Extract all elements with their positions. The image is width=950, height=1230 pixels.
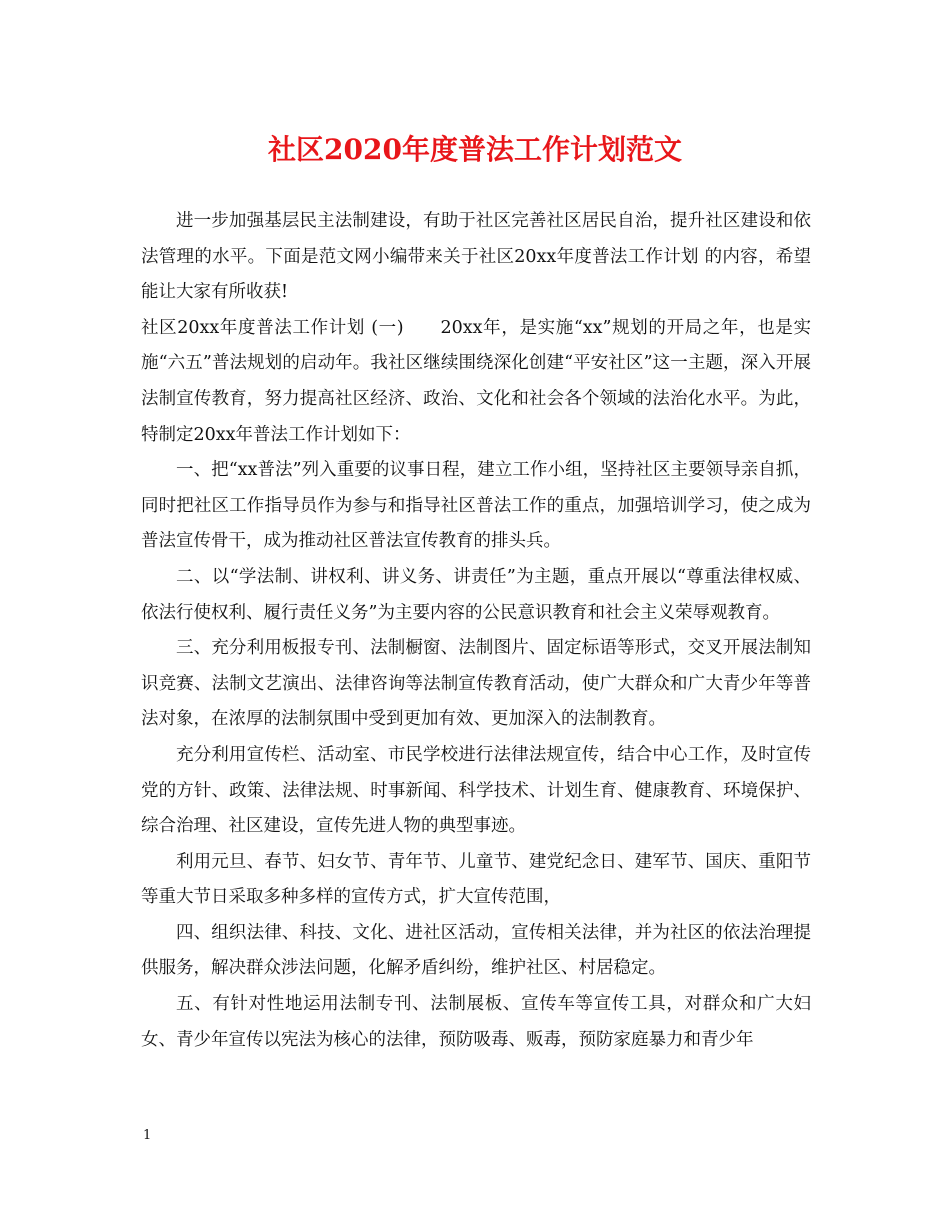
item-two-paragraph: 二、以“学法制、讲权利、讲义务、讲责任”为主题，重点开展以“尊重法律权威、依法行使权利、履行责任义务”为主要内容的公民意识教育和社会主义荣辱观教育。: [141, 566, 811, 623]
document-title: 社区2020年度普法工作计划范文: [268, 133, 682, 166]
document-body: [141, 204, 811, 1058]
item-three-paragraph: 三、充分利用板报专刊、法制橱窗、法制图片、固定标语等形式，交叉开展法制知识竞赛、法制文艺演出、法律咨询等法制宣传教育活动，使广大群众和广大青少年等普法对象，在浓厚的法制氛围中受到更加有效、更加深入的法制教育。: [141, 638, 811, 730]
item-four-paragraph: 四、组织法律、科技、文化、进社区活动，宣传相关法律，并为社区的依法治理提供服务，解决群众涉法问题，化解矛盾纠纷，维护社区、村居稳定。: [141, 922, 811, 979]
item-one-paragraph: 一、把“xx普法”列入重要的议事日程，建立工作小组，坚持社区主要领导亲自抓，同时把社区工作指导员作为参与和指导社区普法工作的重点，加强培训学习，使之成为普法宣传骨干，成为推动社区普法宣传教育的排头兵。: [141, 460, 811, 552]
intro-paragraph: 进一步加强基层民主法制建设，有助于社区完善社区居民自治，提升社区建设和依法管理的水平。下面是范文网小编带来关于社区20xx年度普法工作计划 的内容，希望能让大家有所收获!: [141, 211, 811, 303]
holiday-paragraph: 利用元旦、春节、妇女节、青年节、儿童节、建党纪念日、建军节、国庆、重阳节等重大节日采取多种多样的宣传方式，扩大宣传范围，: [141, 851, 811, 908]
item-five-paragraph: 五、有针对性地运用法制专刊、法制展板、宣传车等宣传工具，对群众和广大妇女、青少年宣传以宪法为核心的法律，预防吸毒、贩毒，预防家庭暴力和青少年: [141, 994, 811, 1050]
page-number: 1: [143, 1128, 152, 1143]
publicity-paragraph: 充分利用宣传栏、活动室、市民学校进行法律法规宣传，结合中心工作，及时宣传党的方针、政策、法律法规、时事新闻、科学技术、计划生育、健康教育、环境保护、综合治理、社区建设，宣传先进人物的典型事迹。: [141, 744, 811, 837]
plan-heading-paragraph: 社区20xx年度普法工作计划 (一) 20xx年，是实施“xx”规划的开局之年，也是实施“六五”普法规划的启动年。我社区继续围绕深化创建“平安社区”这一主题，深入开展法制宣传教育，努力提高社区经济、政治、文化和社会各个领域的法治化水平。为此，特制定20xx年普法工作计划如下：: [141, 317, 811, 445]
